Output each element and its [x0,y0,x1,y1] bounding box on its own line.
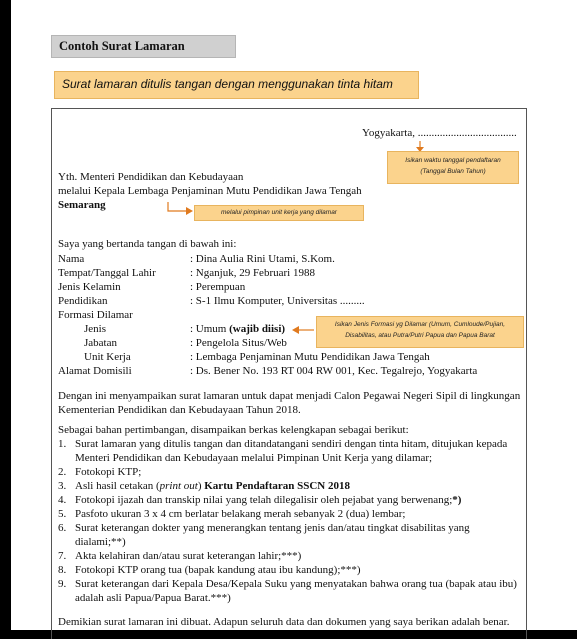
handwriting-note-text: Surat lamaran ditulis tangan dengan menggunakan tinta hitam [62,77,393,91]
formasi-callout [316,316,524,348]
heading-box [51,35,236,58]
list-item-italic: print out [159,480,198,492]
list-item-part: Fotokopi ijazah dan transkip nilai yang telah dilegalisir oleh pejabat yang berwenang; [75,494,453,506]
list-number: 5. [58,508,67,520]
field-label: Tempat/Tanggal Lahir [58,267,156,279]
recipient-callout: melalui pimpinan unit kerja yang dilamar [194,205,364,221]
list-number: 2. [58,466,67,478]
formasi-label: Formasi Dilamar [58,309,133,321]
handwriting-note [54,71,419,99]
field-value: : S-1 Ilmu Komputer, Universitas ......... [190,295,365,307]
jabatan-label: Jabatan [84,337,117,349]
recipient-line2: melalui Kepala Lembaga Penjaminan Mutu Pendidikan Jawa Tengah [58,185,362,197]
list-item: dialami;**) [75,536,126,548]
list-item: Fotokopi KTP; [75,466,142,478]
paragraph-line: Dengan ini menyampaikan surat lamaran untuk dapat menjadi Calon Pegawai Negeri Sipil di lingkungan [58,390,521,402]
list-number: 4. [58,494,67,506]
jenis-value [190,323,285,336]
list-item [75,480,350,493]
list-number: 7. [58,550,67,562]
intro-text: Saya yang bertanda tangan di bawah ini: [58,238,237,250]
list-item: adalah asli Papua/Papua Barat.***) [75,592,231,604]
unit-label: Unit Kerja [84,351,131,363]
heading-text: Contoh Surat Lamaran [59,39,185,53]
list-item: Surat lamaran yang ditulis tangan dan ditandatangani sendiri dengan tinta hitam, ditujukan kepada [75,438,508,450]
jabatan-value: : Pengelola Situs/Web [190,337,287,349]
recipient-arrow-icon [166,201,194,215]
alamat-value: : Ds. Bener No. 193 RT 004 RW 001, Kec. Tegalrejo, Yogyakarta [190,365,478,377]
list-item [75,494,461,507]
list-item: Surat keterangan dokter yang menerangkan tentang jenis dan/atau tingkat disabilitas yang [75,522,470,534]
date-callout-line2: (Tanggal Bulan Tahun) [420,168,486,175]
jenis-required-note: (wajib diisi) [229,323,286,335]
list-item-part: Asli hasil cetakan ( [75,480,160,492]
formasi-arrow-icon [292,324,316,336]
formasi-callout-line2: Disabilitas, atau Putra/Putri Papua dan Papua Barat [345,332,495,339]
list-number: 6. [58,522,67,534]
field-label: Pendidikan [58,295,108,307]
closing-text: Demikian surat lamaran ini dibuat. Adapun seluruh data dan dokumen yang saya berikan adalah benar. [58,616,510,628]
paragraph-line: Sebagai bahan pertimbangan, disampaikan berkas kelengkapan sebagai berikut: [58,424,409,436]
recipient-city: Semarang [58,199,106,211]
alamat-label: Alamat Domisili [58,365,132,377]
list-item: Fotokopi KTP orang tua (bapak kandung atau ibu kandung);***) [75,564,361,576]
field-label: Nama [58,253,85,265]
letter-frame [51,108,527,639]
list-item-part: ) [197,480,205,492]
jenis-value-text: : Umum [190,323,230,335]
paragraph-line: Kementerian Pendidikan dan Kebudayaan Tahun 2018. [58,404,301,416]
list-item: Menteri Pendidikan dan Kebudayaan melalui Pimpinan Unit Kerja yang dilamar; [75,452,433,464]
list-number: 3. [58,480,67,492]
list-number: 1. [58,438,67,450]
date-callout-line1: Isikan waktu tanggal pendaftaran [405,157,501,164]
list-item: Akta kelahiran dan/atau surat keterangan lahir;***) [75,550,302,562]
list-item-bold: Kartu Pendaftaran SSCN 2018 [204,480,351,492]
field-value: : Perempuan [190,281,246,293]
field-value: : Dina Aulia Rini Utami, S.Kom. [190,253,335,265]
formasi-callout-line1: Isikan Jenis Formasi yg Dilamar (Umum, Cumloude/Pujian, [334,321,506,328]
list-item-bold: *) [452,494,462,506]
field-label: Jenis Kelamin [58,281,121,293]
date-line: Yogyakarta, .................................... [362,127,517,139]
field-value: : Nganjuk, 29 Februari 1988 [190,267,315,279]
date-callout [387,151,519,184]
recipient-line1: Yth. Menteri Pendidikan dan Kebudayaan [58,171,244,183]
document-page [11,0,577,630]
unit-value: : Lembaga Penjaminan Mutu Pendidikan Jawa Tengah [190,351,430,363]
list-item: Surat keterangan dari Kepala Desa/Kepala Suku yang menyatakan bahwa orang tua (bapak atau ibu) [75,578,517,590]
list-number: 8. [58,564,67,576]
list-number: 9. [58,578,67,590]
jenis-label: Jenis [84,323,106,335]
list-item: Pasfoto ukuran 3 x 4 cm berlatar belakang merah sebanyak 2 (dua) lembar; [75,508,406,520]
